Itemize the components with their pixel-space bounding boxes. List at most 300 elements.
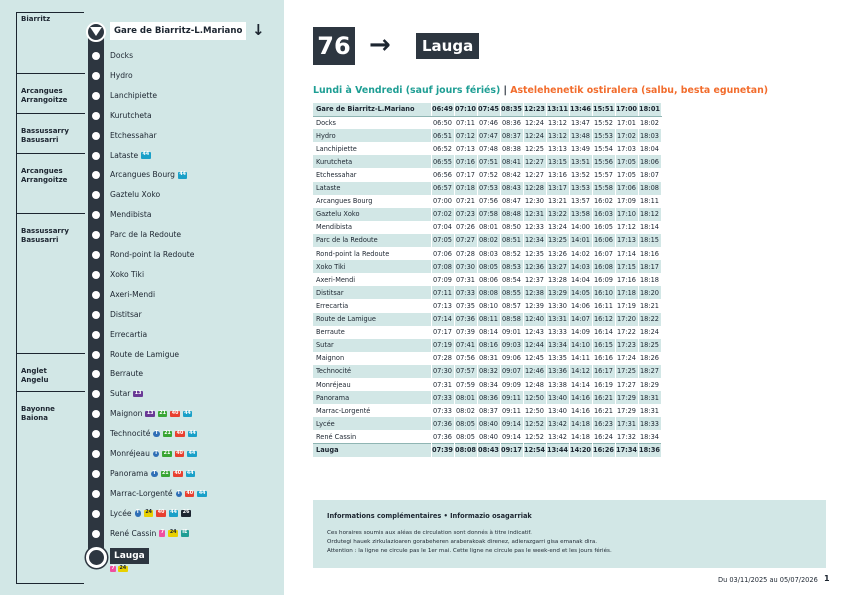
stop-item bbox=[110, 111, 152, 121]
timetable-time: 17:12 bbox=[615, 221, 638, 234]
info-title: Informations complémentaires • Informazio osagarriak bbox=[327, 512, 532, 520]
timetable-time: 07:31 bbox=[454, 273, 477, 286]
timetable-time: 18:15 bbox=[638, 234, 661, 247]
timetable-time: 07:30 bbox=[454, 260, 477, 273]
service-days-separator: | bbox=[500, 85, 511, 96]
stop-item bbox=[110, 170, 187, 180]
timetable-time: 17:15 bbox=[615, 260, 638, 273]
stop-dot bbox=[92, 152, 100, 160]
timetable-time: 13:40 bbox=[546, 404, 569, 417]
timetable-time: 12:52 bbox=[523, 430, 546, 443]
timetable-time: 13:40 bbox=[546, 391, 569, 404]
timetable-time: 13:53 bbox=[569, 182, 592, 195]
timetable-stop-name: Marrac-Lorgenté bbox=[313, 404, 431, 417]
timetable-time: 14:05 bbox=[569, 286, 592, 299]
connection-badge-40: 40 bbox=[171, 410, 179, 416]
timetable-time: 13:52 bbox=[569, 168, 592, 181]
stop-item bbox=[110, 290, 155, 300]
timetable-stop-name: René Cassin bbox=[313, 430, 431, 443]
timetable-time: 08:41 bbox=[500, 155, 523, 168]
timetable-time: 08:43 bbox=[500, 182, 523, 195]
timetable-time: 18:07 bbox=[638, 168, 661, 181]
timetable-time: 08:08 bbox=[454, 443, 477, 456]
timetable-time: 07:00 bbox=[431, 195, 454, 208]
timetable-time: 17:22 bbox=[615, 326, 638, 339]
timetable-time: 18:17 bbox=[638, 260, 661, 273]
timetable-time: 08:57 bbox=[500, 299, 523, 312]
timetable-time: 07:56 bbox=[454, 352, 477, 365]
arrow-right-icon: → bbox=[369, 30, 391, 60]
timetable-stop-name: Kurutcheta bbox=[313, 155, 431, 168]
timetable-time: 18:27 bbox=[638, 365, 661, 378]
connection-badge-21: 21 bbox=[163, 450, 171, 456]
timetable-time: 16:15 bbox=[592, 339, 615, 352]
timetable-stop-name: Route de Lamigue bbox=[313, 313, 431, 326]
timetable-time: 14:11 bbox=[569, 352, 592, 365]
stop-name: Docks bbox=[110, 51, 134, 60]
stop-name: Sutar bbox=[110, 389, 131, 399]
timetable-time: 17:00 bbox=[615, 103, 638, 116]
timetable-time: 14:14 bbox=[569, 378, 592, 391]
timetable-time: 12:25 bbox=[523, 142, 546, 155]
timetable-time: 17:27 bbox=[615, 378, 638, 391]
timetable-time: 14:07 bbox=[569, 313, 592, 326]
timetable-time: 09:11 bbox=[500, 391, 523, 404]
timetable-time: 07:59 bbox=[454, 378, 477, 391]
timetable-row bbox=[313, 313, 661, 326]
commune-label: Bassussarry bbox=[21, 127, 69, 135]
timetable-row bbox=[313, 168, 661, 181]
commune-label: Arrangoitze bbox=[21, 96, 68, 104]
timetable-time: 18:08 bbox=[638, 182, 661, 195]
stop-dot bbox=[92, 530, 100, 538]
end-terminus-label: Lauga bbox=[110, 548, 149, 564]
timetable-time: 14:18 bbox=[569, 430, 592, 443]
timetable-time: 07:41 bbox=[454, 339, 477, 352]
timetable-row bbox=[313, 234, 661, 247]
timetable-row bbox=[313, 142, 661, 155]
timetable-time: 08:36 bbox=[500, 116, 523, 129]
connection-badge-44: 44 bbox=[188, 450, 196, 456]
stop-name: Arcangues Bourg bbox=[110, 170, 175, 180]
timetable-row bbox=[313, 352, 661, 365]
timetable-stop-name: Lauga bbox=[313, 443, 431, 456]
timetable-time: 17:10 bbox=[615, 208, 638, 221]
stop-dot bbox=[92, 351, 100, 359]
timetable-row bbox=[313, 116, 661, 129]
timetable-time: 16:23 bbox=[592, 417, 615, 430]
timetable-row bbox=[313, 155, 661, 168]
timetable-time: 08:48 bbox=[500, 208, 523, 221]
timetable-time: 07:18 bbox=[454, 182, 477, 195]
timetable-stop-name: Arcangues Bourg bbox=[313, 195, 431, 208]
timetable-row bbox=[313, 103, 661, 116]
stop-item bbox=[110, 71, 133, 81]
timetable-time: 14:16 bbox=[569, 391, 592, 404]
connection-badge-ie: IE bbox=[182, 530, 188, 536]
stop-name: Marrac-Lorgenté bbox=[110, 488, 173, 498]
timetable-time: 07:39 bbox=[431, 443, 454, 456]
timetable-time: 08:35 bbox=[500, 103, 523, 116]
timetable-time: 09:14 bbox=[500, 430, 523, 443]
timetable-time: 14:10 bbox=[569, 339, 592, 352]
stop-name: Maignon bbox=[110, 409, 143, 419]
stop-name: Errecartia bbox=[110, 329, 148, 339]
timetable-time: 07:28 bbox=[431, 352, 454, 365]
timetable-time: 14:01 bbox=[569, 234, 592, 247]
timetable-time: 15:53 bbox=[592, 129, 615, 142]
communes-column bbox=[16, 12, 84, 584]
timetable-stop-name: Docks bbox=[313, 116, 431, 129]
timetable-time: 13:44 bbox=[546, 443, 569, 456]
timetable-time: 08:01 bbox=[477, 221, 500, 234]
timetable-time: 13:57 bbox=[569, 195, 592, 208]
stop-dot bbox=[92, 52, 100, 60]
timetable-time: 18:14 bbox=[638, 221, 661, 234]
timetable-time: 16:14 bbox=[592, 326, 615, 339]
stop-name: Technocité bbox=[110, 429, 151, 439]
timetable-time: 12:28 bbox=[523, 182, 546, 195]
timetable-time: 18:03 bbox=[638, 129, 661, 142]
timetable-stop-name: Hydro bbox=[313, 129, 431, 142]
timetable-time: 08:31 bbox=[477, 352, 500, 365]
stop-item bbox=[110, 389, 143, 399]
commune-label: Arcangues bbox=[21, 87, 63, 95]
timetable-time: 08:51 bbox=[500, 234, 523, 247]
timetable-time: 17:02 bbox=[615, 129, 638, 142]
timetable-time: 18:12 bbox=[638, 208, 661, 221]
timetable-row bbox=[313, 404, 661, 417]
timetable-time: 07:27 bbox=[454, 234, 477, 247]
timetable-time: 08:58 bbox=[500, 313, 523, 326]
timetable-stop-name: Lataste bbox=[313, 182, 431, 195]
stop-item bbox=[110, 369, 143, 379]
timetable-time: 18:21 bbox=[638, 299, 661, 312]
timetable-time: 17:03 bbox=[615, 142, 638, 155]
timetable-time: 12:37 bbox=[523, 273, 546, 286]
timetable-time: 07:58 bbox=[477, 208, 500, 221]
connection-badge-t: T bbox=[177, 490, 181, 496]
timetable-stop-name: Lycée bbox=[313, 417, 431, 430]
stop-dot bbox=[92, 490, 100, 498]
timetable-time: 12:36 bbox=[523, 260, 546, 273]
stop-name: Lycée bbox=[110, 508, 132, 518]
connection-badge-t: T bbox=[152, 470, 157, 476]
timetable-time: 08:02 bbox=[454, 404, 477, 417]
timetable-time: 17:20 bbox=[615, 313, 638, 326]
timetable-time: 18:26 bbox=[638, 352, 661, 365]
timetable-time: 06:49 bbox=[431, 103, 454, 116]
timetable-stop-name: Xoko Tiki bbox=[313, 260, 431, 273]
timetable-time: 16:26 bbox=[592, 443, 615, 456]
timetable-time: 08:55 bbox=[500, 286, 523, 299]
timetable-time: 07:46 bbox=[477, 116, 500, 129]
commune-label: Arcangues bbox=[21, 167, 63, 175]
stop-item bbox=[110, 429, 197, 439]
timetable-time: 17:34 bbox=[615, 443, 638, 456]
timetable-row bbox=[313, 378, 661, 391]
start-terminus-label: Gare de Biarritz-L.Mariano bbox=[110, 22, 246, 40]
timetable-time: 07:06 bbox=[431, 247, 454, 260]
timetable-time: 08:47 bbox=[500, 195, 523, 208]
stop-item bbox=[110, 509, 191, 519]
timetable-time: 13:16 bbox=[546, 168, 569, 181]
timetable-time: 13:12 bbox=[546, 129, 569, 142]
stop-dot bbox=[92, 510, 100, 518]
timetable-time: 17:25 bbox=[615, 365, 638, 378]
timetable-time: 08:16 bbox=[477, 339, 500, 352]
timetable-time: 08:14 bbox=[477, 326, 500, 339]
timetable-time: 08:05 bbox=[454, 430, 477, 443]
timetable-time: 07:47 bbox=[477, 129, 500, 142]
connection-badge-t: T bbox=[154, 450, 158, 456]
timetable-time: 07:17 bbox=[431, 326, 454, 339]
timetable-stop-name: Rond-point la Redoute bbox=[313, 247, 431, 260]
timetable-stop-name: Maignon bbox=[313, 352, 431, 365]
info-line-2: Ordutegi hauek zirkulazioaren gorabeheren araberakoak direnez, adierazgarri gisa emanak dira. bbox=[327, 539, 598, 545]
timetable-time: 06:55 bbox=[431, 155, 454, 168]
line-diagram-panel bbox=[0, 0, 284, 595]
timetable-time: 07:11 bbox=[431, 286, 454, 299]
timetable-time: 07:28 bbox=[454, 247, 477, 260]
service-days-eu: Astelehenetik ostiralera (salbu, besta egunetan) bbox=[510, 85, 769, 96]
timetable-time: 12:39 bbox=[523, 299, 546, 312]
stop-dot bbox=[92, 291, 100, 299]
timetable-time: 07:23 bbox=[454, 208, 477, 221]
timetable-time: 12:34 bbox=[523, 234, 546, 247]
timetable-time: 08:43 bbox=[477, 443, 500, 456]
timetable-time: 13:42 bbox=[546, 417, 569, 430]
commune-label: Bassussarry bbox=[21, 227, 69, 235]
timetable-time: 08:53 bbox=[500, 260, 523, 273]
stop-name: Hydro bbox=[110, 70, 133, 80]
timetable-time: 16:12 bbox=[592, 313, 615, 326]
timetable-stop-name: Gare de Biarritz-L.Mariano bbox=[313, 103, 431, 116]
stop-item bbox=[110, 330, 147, 340]
timetable-time: 18:31 bbox=[638, 391, 661, 404]
timetable-time: 09:07 bbox=[500, 365, 523, 378]
commune-label: Basusarri bbox=[21, 236, 59, 244]
timetable-stop-name: Mendibista bbox=[313, 221, 431, 234]
timetable-time: 14:03 bbox=[569, 260, 592, 273]
timetable-time: 07:12 bbox=[454, 129, 477, 142]
timetable-time: 12:46 bbox=[523, 365, 546, 378]
timetable-time: 16:05 bbox=[592, 221, 615, 234]
timetable-time: 16:10 bbox=[592, 286, 615, 299]
timetable-row bbox=[313, 247, 661, 260]
connection-badge-44: 44 bbox=[184, 410, 191, 416]
timetable-time: 08:03 bbox=[477, 247, 500, 260]
timetable-time: 17:01 bbox=[615, 116, 638, 129]
timetable-time: 07:57 bbox=[454, 365, 477, 378]
connection-badge-21: 21 bbox=[159, 410, 166, 416]
timetable-time: 07:31 bbox=[431, 378, 454, 391]
timetable-time: 16:21 bbox=[592, 391, 615, 404]
connection-badge-44: 44 bbox=[179, 172, 187, 178]
timetable-time: 12:52 bbox=[523, 417, 546, 430]
connection-badge-44: 44 bbox=[189, 430, 196, 436]
timetable-time: 14:12 bbox=[569, 365, 592, 378]
timetable-time: 07:56 bbox=[477, 195, 500, 208]
commune-label: Bayonne bbox=[21, 405, 55, 413]
timetable-time: 18:25 bbox=[638, 339, 661, 352]
timetable-time: 13:47 bbox=[569, 116, 592, 129]
stop-item bbox=[110, 190, 160, 200]
timetable-time: 16:02 bbox=[592, 195, 615, 208]
commune-label: Biarritz bbox=[21, 15, 51, 23]
stop-item bbox=[110, 210, 151, 220]
timetable-time: 12:35 bbox=[523, 247, 546, 260]
stop-name: Distitsar bbox=[110, 309, 142, 319]
timetable-time: 08:36 bbox=[477, 391, 500, 404]
stop-item bbox=[110, 469, 195, 479]
timetable-time: 14:20 bbox=[569, 443, 592, 456]
commune-divider bbox=[17, 391, 85, 392]
timetable-time: 12:30 bbox=[523, 195, 546, 208]
timetable-time: 07:13 bbox=[454, 142, 477, 155]
timetable-time: 08:05 bbox=[454, 417, 477, 430]
commune-divider bbox=[17, 113, 85, 114]
timetable-time: 17:05 bbox=[615, 168, 638, 181]
timetable-time: 12:33 bbox=[523, 221, 546, 234]
stop-name: Lanchipiette bbox=[110, 90, 158, 100]
timetable-time: 09:17 bbox=[500, 443, 523, 456]
timetable bbox=[313, 103, 662, 457]
timetable-time: 06:56 bbox=[431, 168, 454, 181]
timetable-time: 07:36 bbox=[431, 430, 454, 443]
stop-item bbox=[110, 489, 207, 499]
timetable-stop-name: Parc de la Redoute bbox=[313, 234, 431, 247]
timetable-time: 13:35 bbox=[546, 352, 569, 365]
timetable-stop-name: Etchessahar bbox=[313, 168, 431, 181]
validity-period: Du 03/11/2025 au 05/07/2026 bbox=[718, 576, 818, 584]
timetable-time: 18:16 bbox=[638, 247, 661, 260]
timetable-time: 13:31 bbox=[546, 313, 569, 326]
timetable-time: 13:58 bbox=[569, 208, 592, 221]
stop-item bbox=[110, 350, 179, 360]
connection-badge-44: 44 bbox=[142, 152, 150, 158]
timetable-time: 07:04 bbox=[431, 221, 454, 234]
timetable-time: 13:51 bbox=[569, 155, 592, 168]
timetable-time: 18:24 bbox=[638, 326, 661, 339]
timetable-time: 17:31 bbox=[615, 417, 638, 430]
timetable-time: 08:50 bbox=[500, 221, 523, 234]
timetable-time: 09:01 bbox=[500, 326, 523, 339]
timetable-row bbox=[313, 417, 661, 430]
stop-dot bbox=[92, 331, 100, 339]
stop-name: Lataste bbox=[110, 150, 139, 160]
stop-dot bbox=[92, 311, 100, 319]
timetable-time: 17:05 bbox=[615, 155, 638, 168]
timetable-time: 17:29 bbox=[615, 391, 638, 404]
timetable-time: 14:09 bbox=[569, 326, 592, 339]
stop-name: Mendibista bbox=[110, 210, 152, 220]
timetable-row bbox=[313, 339, 661, 352]
timetable-row bbox=[313, 182, 661, 195]
timetable-time: 15:51 bbox=[592, 103, 615, 116]
timetable-row bbox=[313, 326, 661, 339]
timetable-time: 18:31 bbox=[638, 404, 661, 417]
commune-label: Angelu bbox=[21, 376, 49, 384]
timetable-time: 13:13 bbox=[546, 142, 569, 155]
timetable-stop-name: Panorama bbox=[313, 391, 431, 404]
timetable-time: 16:06 bbox=[592, 234, 615, 247]
connection-badge-13: 13 bbox=[146, 410, 154, 416]
timetable-time: 06:52 bbox=[431, 142, 454, 155]
timetable-time: 13:46 bbox=[569, 103, 592, 116]
timetable-time: 07:53 bbox=[477, 182, 500, 195]
connection-badge-21: 21 bbox=[161, 470, 169, 476]
timetable-row bbox=[313, 129, 661, 142]
timetable-time: 08:34 bbox=[477, 378, 500, 391]
commune-divider bbox=[17, 153, 85, 154]
timetable-time: 12:24 bbox=[523, 129, 546, 142]
timetable-time: 09:03 bbox=[500, 339, 523, 352]
timetable-time: 08:54 bbox=[500, 273, 523, 286]
timetable-time: 16:07 bbox=[592, 247, 615, 260]
connection-badge-40: 40 bbox=[176, 430, 184, 436]
timetable-time: 17:18 bbox=[615, 286, 638, 299]
timetable-time: 12:24 bbox=[523, 116, 546, 129]
timetable-time: 07:35 bbox=[454, 299, 477, 312]
timetable-time: 13:29 bbox=[546, 286, 569, 299]
stop-name: Xoko Tiki bbox=[110, 269, 145, 279]
timetable-time: 17:16 bbox=[615, 273, 638, 286]
timetable-time: 16:16 bbox=[592, 352, 615, 365]
timetable-stop-name: Monréjeau bbox=[313, 378, 431, 391]
info-line-3: Attention : la ligne ne circule pas le 1er mai. Cette ligne ne circule pas le week-end et les jours fériés. bbox=[327, 548, 612, 554]
connection-badge-t: T bbox=[154, 430, 159, 436]
timetable-stop-name: Sutar bbox=[313, 339, 431, 352]
timetable-stop-name: Gaztelu Xoko bbox=[313, 208, 431, 221]
timetable-row bbox=[313, 208, 661, 221]
timetable-time: 13:24 bbox=[546, 221, 569, 234]
stop-dot bbox=[92, 112, 100, 120]
timetable-time: 07:13 bbox=[431, 299, 454, 312]
timetable-time: 18:33 bbox=[638, 417, 661, 430]
timetable-row bbox=[313, 443, 661, 456]
stop-item bbox=[110, 151, 151, 161]
commune-label: Basusarri bbox=[21, 136, 59, 144]
timetable-time: 18:06 bbox=[638, 155, 661, 168]
timetable-time: 09:06 bbox=[500, 352, 523, 365]
stop-name: René Cassin bbox=[110, 528, 157, 538]
timetable-time: 17:14 bbox=[615, 247, 638, 260]
timetable-time: 13:11 bbox=[546, 103, 569, 116]
connection-badge-26: 26 bbox=[182, 510, 190, 516]
timetable-time: 12:50 bbox=[523, 391, 546, 404]
end-terminus-connections bbox=[110, 566, 128, 572]
timetable-time: 17:32 bbox=[615, 430, 638, 443]
timetable-time: 13:17 bbox=[546, 182, 569, 195]
timetable-time: 07:08 bbox=[431, 260, 454, 273]
timetable-row bbox=[313, 221, 661, 234]
timetable-time: 08:40 bbox=[477, 430, 500, 443]
timetable-time: 13:34 bbox=[546, 339, 569, 352]
line-number-badge: 76 bbox=[313, 27, 355, 65]
arrow-down-icon: ↓ bbox=[252, 21, 265, 39]
timetable-time: 07:09 bbox=[431, 273, 454, 286]
timetable-time: 08:42 bbox=[500, 168, 523, 181]
service-days bbox=[313, 85, 768, 96]
timetable-stop-name: Berraute bbox=[313, 326, 431, 339]
timetable-time: 12:38 bbox=[523, 286, 546, 299]
timetable-time: 12:23 bbox=[523, 103, 546, 116]
timetable-time: 07:10 bbox=[454, 103, 477, 116]
connection-badge-40: 40 bbox=[186, 490, 194, 496]
timetable-time: 14:06 bbox=[569, 299, 592, 312]
timetable-time: 08:37 bbox=[500, 129, 523, 142]
